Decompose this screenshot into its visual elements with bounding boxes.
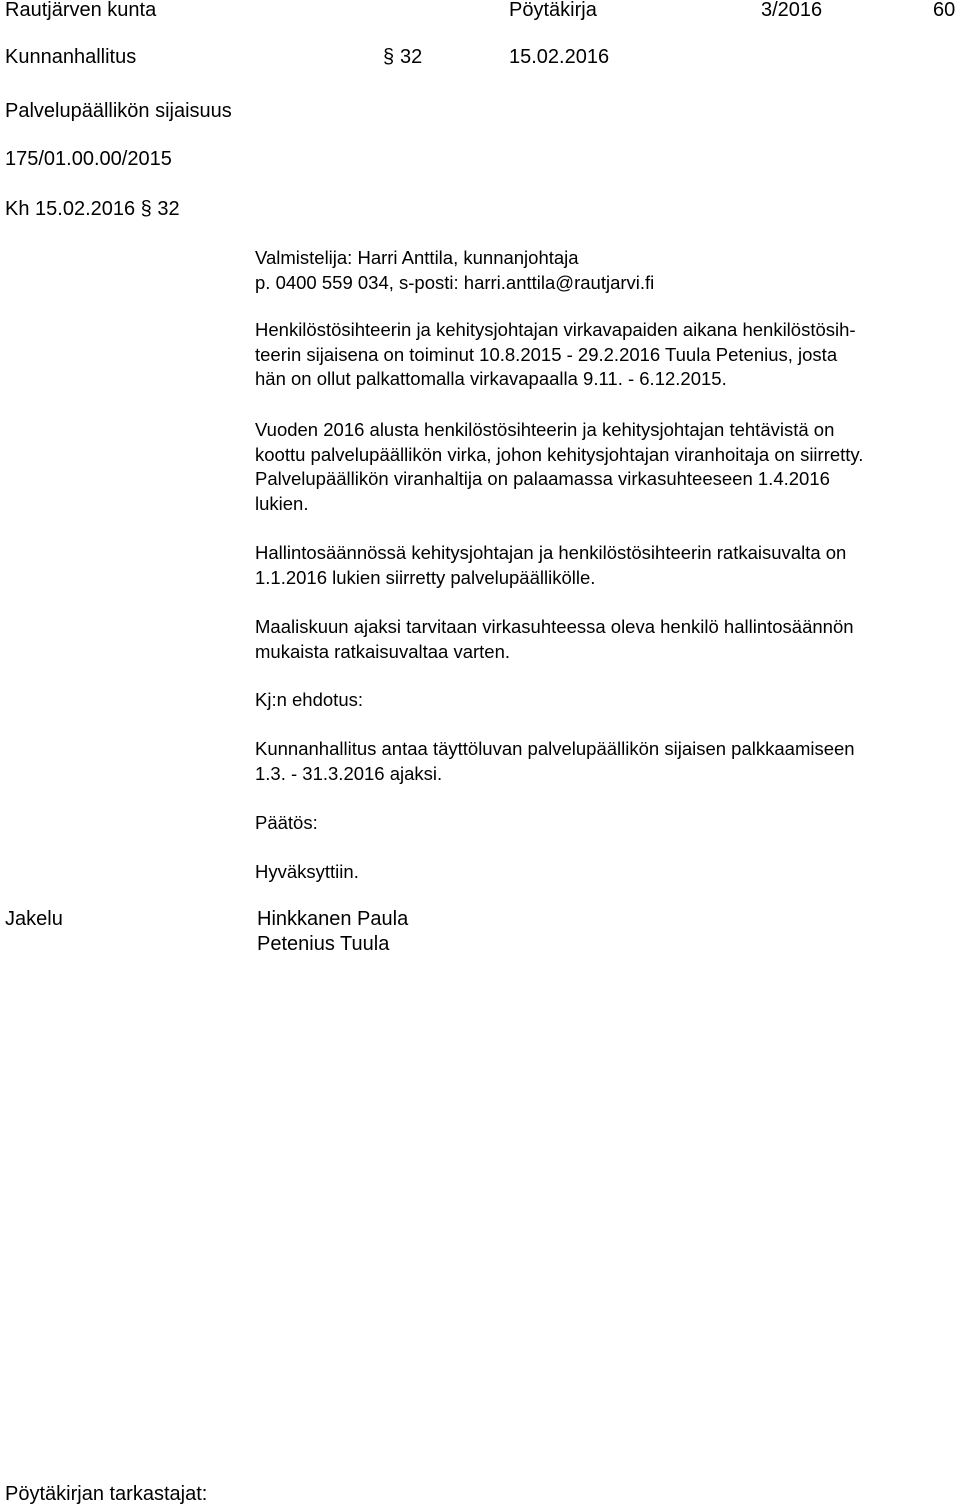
distribution-label: Jakelu <box>5 908 63 930</box>
paragraph-1-line: teerin sijaisena on toiminut 10.8.2015 - 29.2.2016 Tuula Petenius, josta <box>255 343 838 365</box>
paragraph-1 <box>255 318 955 392</box>
paragraph-2 <box>255 418 955 516</box>
paragraph-1-line: hän on ollut palkattomalla virkavapaalla 9.11. - 6.12.2015. <box>255 368 727 389</box>
paragraph-3 <box>255 541 955 590</box>
distribution-recipient: Petenius Tuula <box>257 933 390 955</box>
paragraph-4-line: mukaista ratkaisuvaltaa varten. <box>255 640 511 662</box>
record-id: 175/01.00.00/2015 <box>5 148 172 170</box>
paragraph-4-line: Maaliskuun ajaksi tarvitaan virkasuhteessa oleva henkilö hallintosäännön <box>255 616 854 637</box>
proposal-text <box>255 737 955 786</box>
paragraph-1-line: Henkilöstösihteerin ja kehitysjohtajan virkavapaiden aikana henkilöstösih- <box>255 319 856 340</box>
paragraph-4 <box>255 615 955 664</box>
municipality-name: Rautjärven kunta <box>5 0 157 21</box>
subject-title: Palvelupäällikön sijaisuus <box>5 100 232 122</box>
decision-text: Hyväksyttiin. <box>255 861 359 882</box>
paragraph-3-line: 1.1.2016 lukien siirretty palvelupäällikölle. <box>255 566 596 588</box>
paragraph-2-line: koottu palvelupäällikön virka, johon kehitysjohtajan viranhoitaja on siirretty. <box>255 443 864 465</box>
distribution-recipient: Hinkkanen Paula <box>257 908 409 930</box>
proposal-line: 1.3. - 31.3.2016 ajaksi. <box>255 762 443 784</box>
section-icon: § <box>383 46 395 68</box>
section-number: 32 <box>400 46 423 68</box>
paragraph-2-line: lukien. <box>255 492 309 514</box>
paragraph-2-line: Palvelupäällikön viranhaltija on palaamassa virkasuhteeseen 1.4.2016 <box>255 468 830 489</box>
preparer-contact: p. 0400 559 034, s-posti: harri.anttila@rautjarvi.fi <box>255 271 655 293</box>
proposal-label: Kj:n ehdotus: <box>255 689 363 710</box>
preparer-name: Valmistelija: Harri Anttila, kunnanjohtaja <box>255 247 579 268</box>
governing-body: Kunnanhallitus <box>5 46 137 68</box>
meeting-reference <box>5 199 180 219</box>
preparer-block <box>255 246 955 295</box>
meeting-reference-date: Kh 15.02.2016 § 32 <box>5 198 180 220</box>
document-number: 3/2016 <box>761 0 823 21</box>
minutes-reviewers-label: Pöytäkirjan tarkastajat: <box>5 1483 208 1505</box>
meeting-date: 15.02.2016 <box>509 46 610 68</box>
decision-label: Päätös: <box>255 812 318 833</box>
paragraph-3-line: Hallintosäännössä kehitysjohtajan ja henkilöstösihteerin ratkaisuvalta on <box>255 542 847 563</box>
document-type: Pöytäkirja <box>509 0 597 21</box>
page-number: 60 <box>933 0 956 21</box>
proposal-line: Kunnanhallitus antaa täyttöluvan palvelupäällikön sijaisen palkkaamiseen <box>255 738 855 759</box>
paragraph-2-line: Vuoden 2016 alusta henkilöstösihteerin ja kehitysjohtajan tehtävistä on <box>255 419 835 440</box>
